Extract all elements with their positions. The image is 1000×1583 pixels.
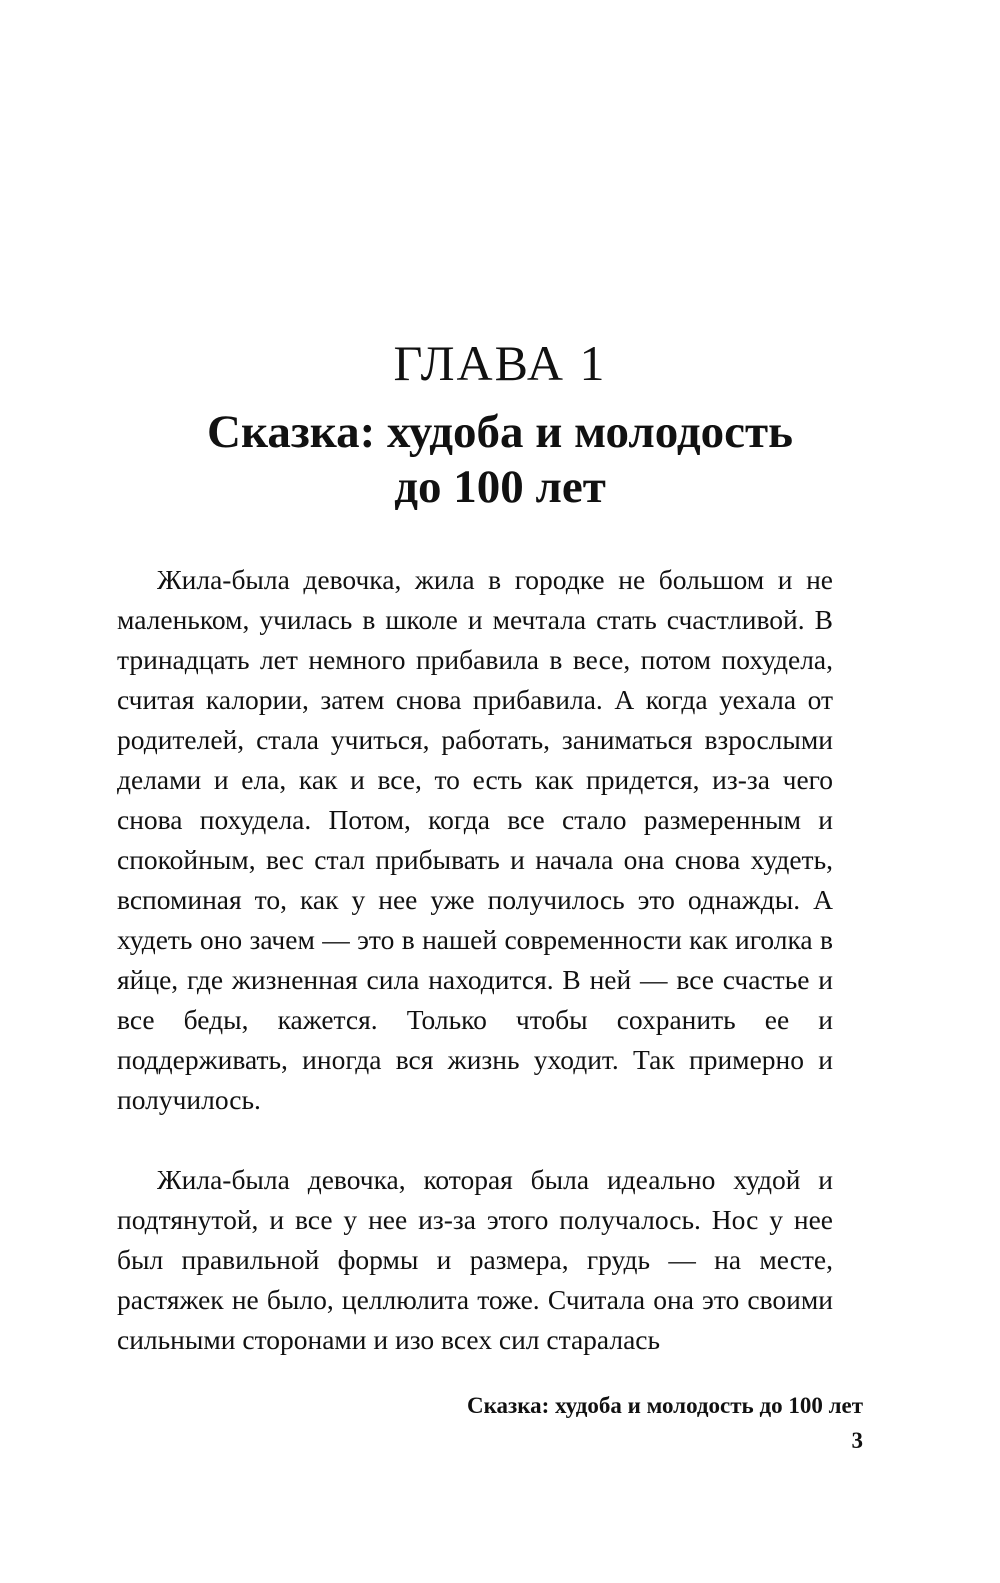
chapter-title bbox=[140, 405, 860, 515]
page-number: 3 bbox=[851, 1428, 863, 1453]
body-paragraph-1: Жила-была девочка, жила в городке не большом и не маленьком, училась в школе и мечтала стать счастливой. В тринадцать лет немного прибавила в весе, потом похудела, считая калории, затем снова прибавила. А когда уехала от родителей, стала учиться, работать, заниматься взрослыми делами и ела, как и все, то есть как придется, из-за чего снова похудела. Потом, когда все стало размеренным и спокойным, вес стал прибывать и начала она снова худеть, вспоминая то, как у нее уже получилось это однажды. А худеть оно зачем — это в нашей современности как иголка в яйце, где жизненная сила находится. В ней — все счастье и все беды, кажется. Только чтобы сохранить ее и поддерживать, иногда вся жизнь уходит. Так примерно и получилось. bbox=[117, 564, 833, 1115]
chapter-label: ГЛАВА 1 bbox=[393, 335, 607, 391]
chapter-title-line-1: Сказка: худоба и молодость bbox=[207, 406, 793, 458]
body-paragraph-2: Жила-была девочка, которая была идеально худой и подтянутой, и все у нее из-за этого получалось. Нос у нее был правильной формы и размера, грудь — на месте, растяжек не было, целлюлита тоже. Считала она это своими сильными сторонами и изо всех сил старалась bbox=[117, 1164, 833, 1355]
running-footer-title: Сказка: худоба и молодость до 100 лет bbox=[466, 1393, 863, 1418]
chapter-title-line-2: до 100 лет bbox=[394, 461, 606, 513]
